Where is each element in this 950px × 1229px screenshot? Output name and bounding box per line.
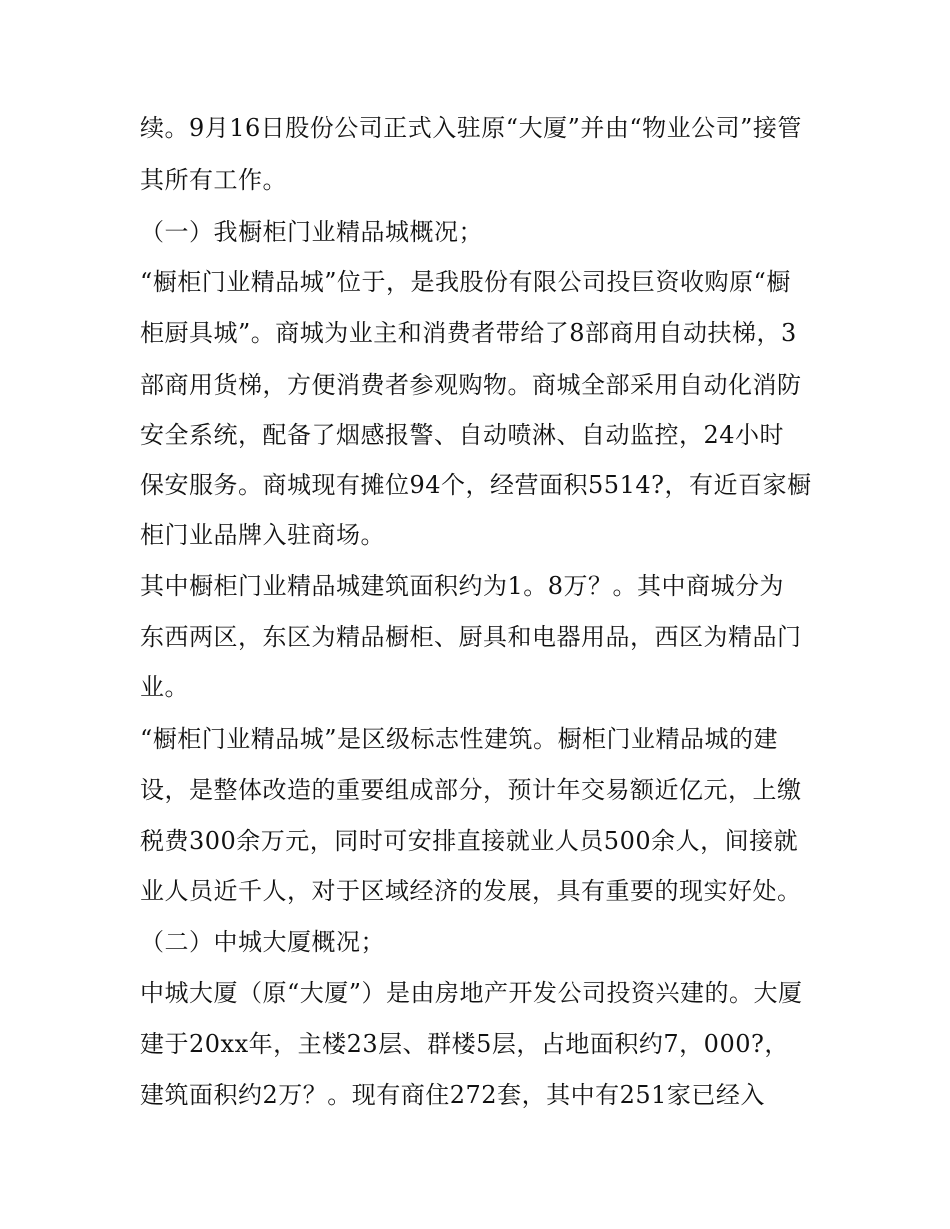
paragraph-line: 税费300余万元，同时可安排直接就业人员500余人，间接就 — [140, 827, 799, 855]
paragraph-line: 建于20xx年，主楼23层、群楼5层，占地面积约7，000?， — [140, 1030, 789, 1058]
paragraph-line: 东西两区，东区为精品橱柜、厨具和电器用品，西区为精品门 — [140, 623, 802, 651]
paragraph-line: 设，是整体改造的重要组成部分，预计年交易额近亿元，上缴 — [140, 776, 802, 804]
paragraph-line: 中城大厦（原“大厦”）是由房地产开发公司投资兴建的。大厦 — [140, 979, 803, 1007]
paragraph-line: “橱柜门业精品城”是区级标志性建筑。橱柜门业精品城的建 — [140, 725, 779, 753]
paragraph-line: 其所有工作。 — [140, 166, 287, 194]
paragraph-line: 业。 — [140, 673, 189, 701]
section-heading: （二）中城大厦概况； — [140, 928, 385, 956]
paragraph-line: 安全系统，配备了烟感报警、自动喷淋、自动监控，24小时 — [140, 421, 785, 449]
paragraph-line: 续。9月16日股份公司正式入驻原“大厦”并由“物业公司”接管 — [140, 114, 802, 142]
paragraph-line: 业人员近千人，对于区域经济的发展，具有重要的现实好处。 — [140, 877, 802, 905]
paragraph-line: 保安服务。商城现有摊位94个，经营面积5514?，有近百家橱 — [140, 471, 812, 499]
paragraph-line: 建筑面积约2万？。现有商住272套，其中有251家已经入 — [140, 1081, 765, 1109]
section-heading: （一）我橱柜门业精品城概况； — [140, 218, 483, 246]
paragraph-line: 部商用货梯，方便消费者参观购物。商城全部采用自动化消防 — [140, 371, 802, 399]
paragraph-line: “橱柜门业精品城”位于，是我股份有限公司投巨资收购原“橱 — [140, 268, 791, 296]
paragraph-line: 其中橱柜门业精品城建筑面积约为1。8万？。其中商城分为 — [140, 572, 785, 600]
paragraph-line: 柜厨具城”。商城为业主和消费者带给了8部商用自动扶梯，3 — [140, 319, 797, 347]
paragraph-line: 柜门业品牌入驻商场。 — [140, 521, 385, 549]
